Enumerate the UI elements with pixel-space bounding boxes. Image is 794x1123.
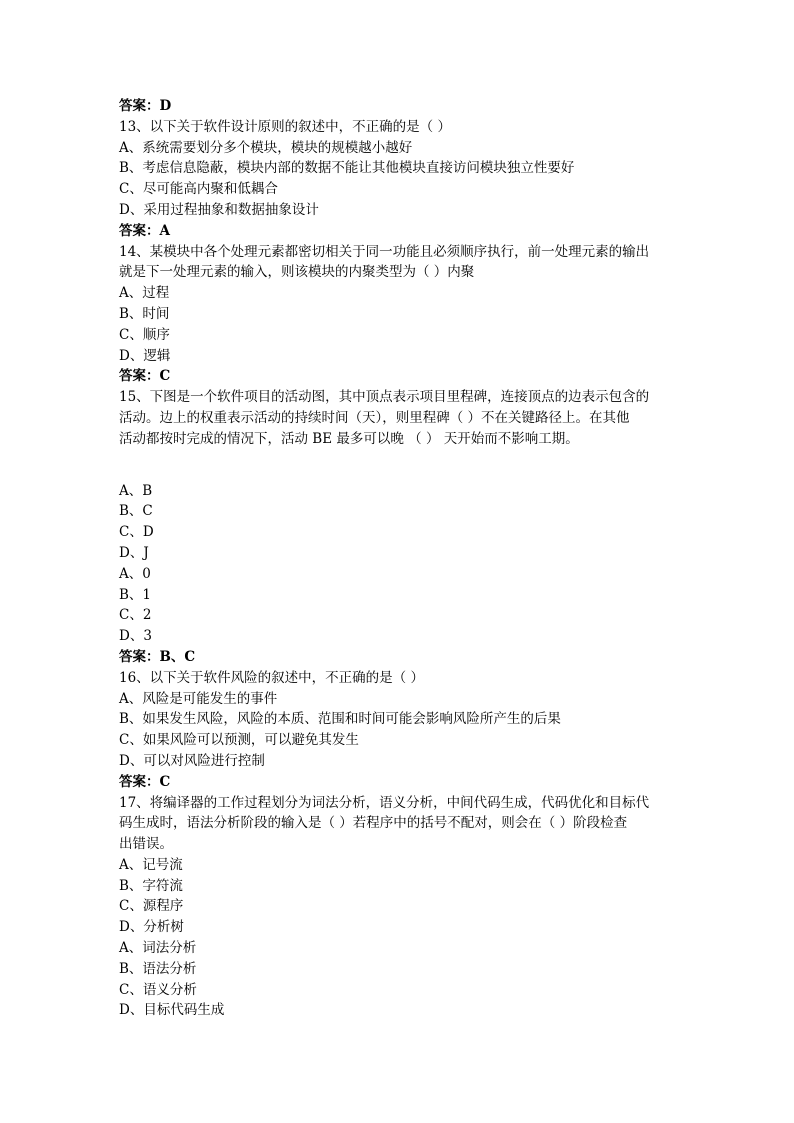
- answer-label: 答案：: [119, 222, 160, 239]
- question-14-stem-line-2: 就是下一处理元素的输入，则该模块的内聚类型为（ ）内聚: [119, 264, 475, 281]
- question-13-stem: 13、以下关于软件设计原则的叙述中，不正确的是（ ）: [119, 118, 451, 135]
- document-page: [119, 96, 679, 1021]
- figure-placeholder: [119, 450, 679, 481]
- q15-option-c-1: C、D: [119, 524, 154, 541]
- q15-option-c-2: C、2: [119, 607, 152, 624]
- q15-option-b-2: B、1: [119, 586, 152, 603]
- q17-option-b-2: B、语法分析: [119, 960, 197, 977]
- answer-label: 答案：: [119, 98, 160, 114]
- q13-option-b: B、考虑信息隐蔽，模块内部的数据不能让其他模块直接访问模块独立性要好: [119, 160, 575, 177]
- q13-option-a: A、系统需要划分多个模块，模块的规模越小越好: [119, 139, 413, 156]
- q16-option-c: C、如果风险可以预测，可以避免其发生: [119, 732, 359, 749]
- question-17-stem-line-3: 出错误。: [119, 836, 173, 853]
- answer-line-12: [119, 96, 679, 117]
- q17-option-a-2: A、词法分析: [119, 940, 197, 957]
- q16-option-b: B、如果发生风险，风险的本质、范围和时间可能会影响风险所产生的后果: [119, 711, 561, 728]
- q14-option-c: C、顺序: [119, 326, 170, 343]
- q16-option-a: A、风险是可能发生的事件: [119, 690, 278, 707]
- question-15-stem-line-1: 15、下图是一个软件项目的活动图，其中顶点表示项目里程碑，连接顶点的边表示包含的: [119, 389, 650, 406]
- answer-line-13: [119, 221, 679, 242]
- q17-option-d-1: D、分析树: [119, 919, 184, 936]
- answer-value: A: [159, 222, 170, 239]
- answer-label: 答案：: [119, 773, 160, 790]
- q14-option-a: A、过程: [119, 285, 170, 302]
- q15-option-a-2: A、0: [119, 565, 151, 582]
- q17-option-a-1: A、记号流: [119, 856, 183, 873]
- question-16-stem: 16、以下关于软件风险的叙述中，不正确的是（ ）: [119, 669, 424, 686]
- answer-value: D: [159, 98, 172, 114]
- q14-option-b: B、时间: [119, 305, 170, 322]
- answer-value: C: [159, 368, 171, 385]
- question-17-stem-line-1: 17、将编译器的工作过程划分为词法分析，语义分析，中间代码生成，代码优化和目标代: [119, 794, 650, 811]
- q17-option-d-2: D、目标代码生成: [119, 1002, 225, 1019]
- q17-option-c-2: C、语义分析: [119, 981, 197, 998]
- answer-value: C: [159, 773, 171, 790]
- question-14-stem-line-1: 14、某模块中各个处理元素都密切相关于同一功能且必须顺序执行，前一处理元素的输出: [119, 243, 650, 260]
- q15-option-b-1: B、C: [119, 503, 153, 520]
- answer-label: 答案：: [119, 368, 160, 385]
- q15-option-d-2: D、3: [119, 628, 152, 645]
- q17-option-b-1: B、字符流: [119, 877, 183, 894]
- q13-option-d: D、采用过程抽象和数据抽象设计: [119, 201, 319, 218]
- q17-option-c-1: C、源程序: [119, 898, 184, 915]
- answer-label: 答案：: [119, 648, 160, 665]
- answer-line-15: [119, 647, 679, 668]
- q16-option-d: D、可以对风险进行控制: [119, 752, 265, 769]
- answer-line-16: [119, 772, 679, 793]
- question-15-stem-line-3: 活动都按时完成的情况下，活动 BE 最多可以晚 （ ） 天开始而不影响工期。: [119, 430, 579, 447]
- question-17-stem-line-2: 码生成时，语法分析阶段的输入是（ ）若程序中的括号不配对，则会在（ ）阶段检查: [119, 815, 628, 832]
- q15-option-a-1: A、B: [119, 482, 153, 499]
- q13-option-c: C、尽可能高内聚和低耦合: [119, 181, 278, 198]
- q15-option-d-1: D、J: [119, 544, 149, 561]
- answer-line-14: [119, 366, 679, 387]
- q14-option-d: D、逻辑: [119, 347, 171, 364]
- answer-value: B、C: [159, 648, 196, 665]
- question-15-stem-line-2: 活动。边上的权重表示活动的持续时间（天），则里程碑（ ）不在关键路径上。在其他: [119, 409, 630, 426]
